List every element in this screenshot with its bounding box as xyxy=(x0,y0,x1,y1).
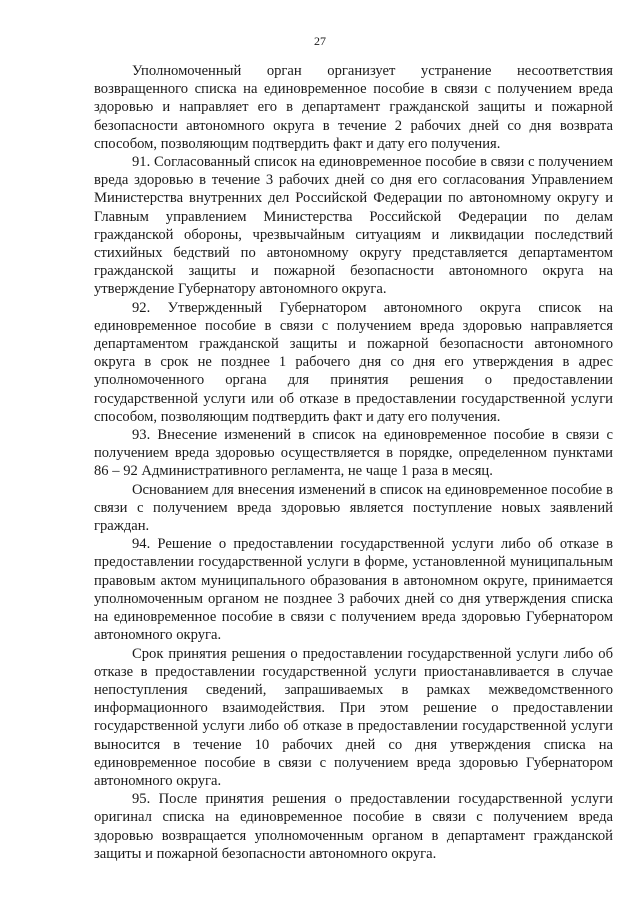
paragraph-decision-term: Срок принятия решения о предоставлении государственной услуги либо об отказе в предоставлении государственной услуги приостанавливается в случае непоступления сведений, запрашиваемых в рамках межведомственного информационного взаимодействия. При этом решение о предоставлении государственной услуги либо об отказе в предоставлении государственной услуги выносится в течение 10 рабочих дней со дня утверждения списка на единовременное пособие в связи с получением вреда здоровью Губернатором автономного округа. xyxy=(94,645,613,789)
paragraph-93: 93. Внесение изменений в список на единовременное пособие в связи с получением вреда здоровью осуществляется в порядке, определенном пунктами 86 – 92 Административного регламента, не чаще 1 раза в месяц. xyxy=(94,427,613,480)
paragraph-91: 91. Согласованный список на единовременное пособие в связи с получением вреда здоровью в течение 3 рабочих дней со дня его согласования Управлением Министерства внутренних дел Российской Федерации по автономному округу и Главным управлением Министерства Российской Федерации по делам гражданской обороны, чрезвычайным ситуациям и ликвидации последствий стихийных бедствий по автономному округу представляется департаментом гражданской защиты и пожарной безопасности автономного округа на утверждение Губернатору автономного округа. xyxy=(94,154,613,298)
paragraph-92: 92. Утвержденный Губернатором автономного округа список на единовременное пособие в связи с получением вреда здоровью направляется департаментом гражданской защиты и пожарной безопасности автономного округа в срок не позднее 1 рабочего дня со дня его утверждения в адрес уполномоченного органа для принятия решения о предоставлении государственной услуги или об отказе в предоставлении государственной услуги способом, позволяющим подтвердить факт и дату его получения. xyxy=(94,299,613,425)
paragraph-94: 94. Решение о предоставлении государственной услуги либо об отказе в предоставлении государственной услуги в форме, установленной муниципальным правовым актом муниципального образования в автономном округе, принимается уполномоченным органом не позднее 3 рабочих дней со дня утверждения списка на единовременное пособие в связи с получением вреда здоровью Губернатором автономного округа. xyxy=(94,536,613,644)
document-body xyxy=(94,62,613,863)
paragraph-eliminate-inconsistency: Уполномоченный орган организует устранение несоответствия возвращенного списка на единовременное пособие в связи с получением вреда здоровью и направляет его в департамент гражданской защиты и пожарной безопасности автономного округа в течение 2 рабочих дней со дня возврата способом, позволяющим подтвердить факт и дату его получения. xyxy=(94,63,613,152)
paragraph-95: 95. После принятия решения о предоставлении государственной услуги оригинал списка на единовременное пособие в связи с получением вреда здоровью возвращается уполномоченным органом в департамент гражданской защиты и пожарной безопасности автономного округа. xyxy=(94,791,613,862)
paragraph-grounds-for-changes: Основанием для внесения изменений в список на единовременное пособие в связи с получением вреда здоровью является поступление новых заявлений граждан. xyxy=(94,481,613,535)
page-number: 27 xyxy=(314,34,326,48)
